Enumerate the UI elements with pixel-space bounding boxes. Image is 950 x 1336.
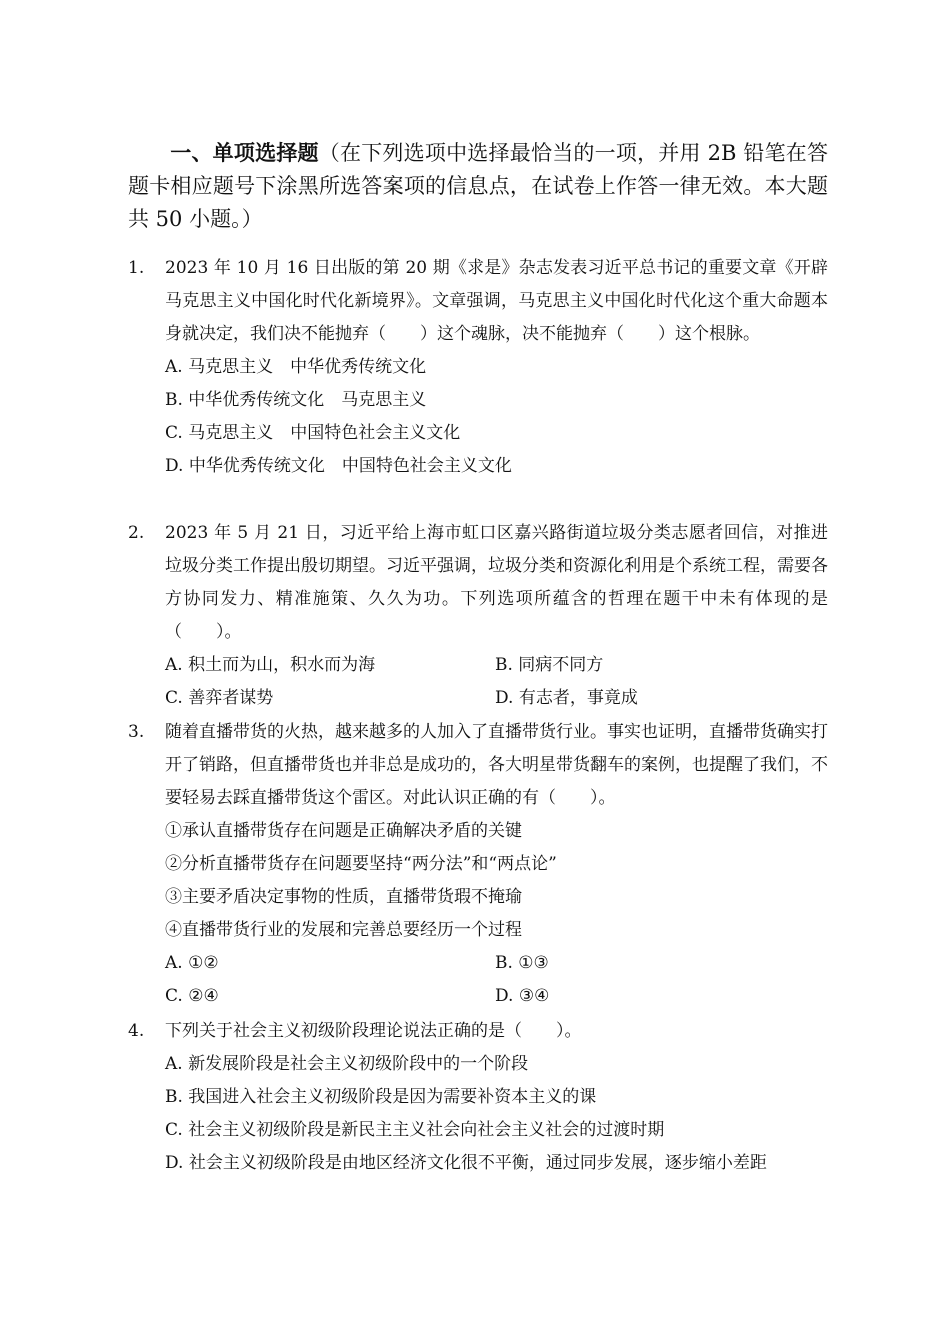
option-d: D. 中华优秀传统文化 中国特色社会主义文化 [165, 456, 512, 476]
question-number: 2. [128, 523, 145, 543]
question-3 [128, 716, 828, 1013]
option-c: C. 马克思主义 中国特色社会主义文化 [165, 423, 461, 443]
question-number: 1. [128, 258, 145, 278]
question-2 [128, 517, 828, 715]
option-row [165, 649, 828, 682]
question-number: 4. [128, 1021, 145, 1041]
option-b: B. 我国进入社会主义初级阶段是因为需要补资本主义的课 [165, 1087, 597, 1107]
option-d: D. 有志者，事竟成 [495, 688, 638, 708]
option-c: C. ②④ [165, 986, 219, 1006]
option-row [165, 980, 828, 1013]
option-row [165, 682, 828, 715]
option-b: B. ①③ [495, 953, 549, 973]
question-stem: 下列关于社会主义初级阶段理论说法正确的是（ ）。 [165, 1021, 582, 1041]
statement-4: ④直播带货行业的发展和完善总要经历一个过程 [165, 920, 522, 940]
option-d: D. ③④ [495, 986, 550, 1006]
statement-2: ②分析直播带货存在问题要坚持“两分法”和“两点论” [165, 854, 557, 874]
question-number: 3. [128, 722, 145, 742]
statement-1: ①承认直播带货存在问题是正确解决矛盾的关键 [165, 821, 522, 841]
option-a: A. 新发展阶段是社会主义初级阶段中的一个阶段 [165, 1054, 529, 1074]
question-1 [128, 252, 828, 483]
option-c: C. 社会主义初级阶段是新民主主义社会向社会主义社会的过渡时期 [165, 1120, 665, 1140]
statement-3: ③主要矛盾决定事物的性质，直播带货瑕不掩瑜 [165, 887, 522, 907]
option-a: A. 马克思主义 中华优秀传统文化 [165, 357, 427, 377]
question-stem: 2023 年 5 月 21 日，习近平给上海市虹口区嘉兴路街道垃圾分类志愿者回信，对推进垃圾分类工作提出殷切期望。习近平强调，垃圾分类和资源化利用是个系统工程，需要各方协同发力、精准施策、久久为功。下列选项所蕴含的哲理在题干中未有体现的是（ ）。 [165, 523, 828, 642]
option-a: A. 积土而为山，积水而为海 [165, 655, 376, 675]
question-4 [128, 1015, 828, 1180]
option-d: D. 社会主义初级阶段是由地区经济文化很不平衡，通过同步发展，逐步缩小差距 [165, 1153, 767, 1173]
option-row [165, 947, 828, 980]
option-b: B. 中华优秀传统文化 马克思主义 [165, 390, 427, 410]
section-instructions: （在下列选项中选择最恰当的一项，并用 2B 铅笔在答题卡相应题号下涂黑所选答案项的信息点，在试卷上作答一律无效。本大题共 50 小题。） [128, 141, 828, 231]
section-header [128, 137, 828, 236]
section-title: 一、单项选择题 [170, 141, 319, 165]
option-b: B. 同病不同方 [495, 655, 604, 675]
question-stem: 2023 年 10 月 16 日出版的第 20 期《求是》杂志发表习近平总书记的重要文章《开辟马克思主义中国化时代化新境界》。文章强调，马克思主义中国化时代化这个重大命题本身就决定，我们决不能抛弃（ ）这个魂脉，决不能抛弃（ ）这个根脉。 [165, 258, 828, 344]
option-a: A. ①② [165, 953, 219, 973]
option-c: C. 善弈者谋势 [165, 688, 274, 708]
question-stem: 随着直播带货的火热，越来越多的人加入了直播带货行业。事实也证明，直播带货确实打开了销路，但直播带货也并非总是成功的，各大明星带货翻车的案例，也提醒了我们，不要轻易去踩直播带货这个雷区。对此认识正确的有（ ）。 [165, 722, 828, 808]
